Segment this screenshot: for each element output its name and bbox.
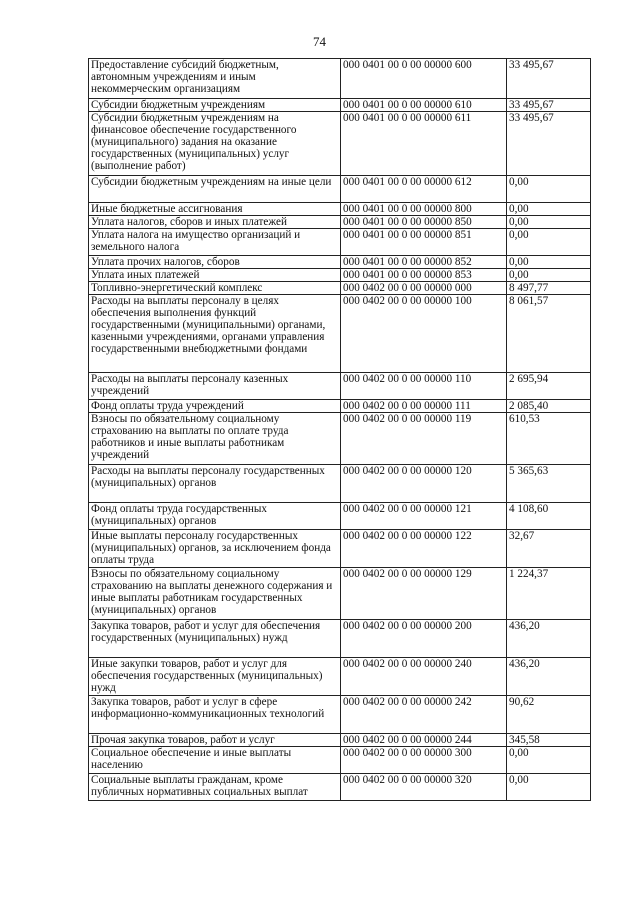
table-row (89, 413, 591, 465)
budget-table (88, 58, 591, 801)
row-amount: 1 224,37 (507, 568, 591, 620)
row-amount: 0,00 (507, 747, 591, 774)
row-name: Уплата прочих налогов, сборов (89, 256, 341, 269)
row-code: 000 0401 00 0 00 00000 850 (341, 216, 507, 229)
table-row (89, 658, 591, 696)
row-name: Уплата налогов, сборов и иных платежей (89, 216, 341, 229)
row-name: Субсидии бюджетным учреждениям на финансовое обеспечение государственного (муниципального) задания на оказание государственных (муниципальных) услуг (выполнение работ) (89, 112, 341, 176)
row-code: 000 0402 00 0 00 00000 100 (341, 295, 507, 373)
row-amount: 0,00 (507, 774, 591, 801)
row-code: 000 0402 00 0 00 00000 320 (341, 774, 507, 801)
row-name: Взносы по обязательному социальному страхованию на выплаты денежного содержания и иные выплаты работникам государственных (муниципальных) органов (89, 568, 341, 620)
row-code: 000 0402 00 0 00 00000 000 (341, 282, 507, 295)
row-code: 000 0401 00 0 00 00000 611 (341, 112, 507, 176)
row-name: Фонд оплаты труда учреждений (89, 400, 341, 413)
row-amount: 2 695,94 (507, 373, 591, 400)
table-row (89, 269, 591, 282)
row-code: 000 0402 00 0 00 00000 110 (341, 373, 507, 400)
table-row (89, 696, 591, 734)
row-name: Фонд оплаты труда государственных (муниципальных) органов (89, 503, 341, 530)
page-number: 74 (313, 34, 326, 49)
row-code: 000 0402 00 0 00 00000 122 (341, 530, 507, 568)
row-amount: 436,20 (507, 658, 591, 696)
row-amount: 5 365,63 (507, 465, 591, 503)
row-name: Закупка товаров, работ и услуг в сфере информационно-коммуникационных технологий (89, 696, 341, 734)
row-name: Расходы на выплаты персоналу казенных учреждений (89, 373, 341, 400)
row-amount: 0,00 (507, 216, 591, 229)
row-code: 000 0401 00 0 00 00000 600 (341, 59, 507, 99)
row-amount: 33 495,67 (507, 112, 591, 176)
table-row (89, 503, 591, 530)
row-code: 000 0402 00 0 00 00000 242 (341, 696, 507, 734)
row-amount: 33 495,67 (507, 59, 591, 99)
row-code: 000 0402 00 0 00 00000 121 (341, 503, 507, 530)
row-name: Расходы на выплаты персоналу государственных (муниципальных) органов (89, 465, 341, 503)
row-code: 000 0402 00 0 00 00000 300 (341, 747, 507, 774)
row-code: 000 0401 00 0 00 00000 853 (341, 269, 507, 282)
row-code: 000 0401 00 0 00 00000 851 (341, 229, 507, 256)
row-name: Взносы по обязательному социальному страхованию на выплаты по оплате труда работников и иные выплаты работникам учреждений (89, 413, 341, 465)
row-amount: 345,58 (507, 734, 591, 747)
row-code: 000 0402 00 0 00 00000 240 (341, 658, 507, 696)
row-code: 000 0401 00 0 00 00000 800 (341, 203, 507, 216)
row-name: Топливно-энергетический комплекс (89, 282, 341, 295)
row-amount: 0,00 (507, 256, 591, 269)
row-amount: 0,00 (507, 203, 591, 216)
table-row (89, 176, 591, 203)
table-row (89, 216, 591, 229)
table-row (89, 229, 591, 256)
row-name: Иные выплаты персоналу государственных (муниципальных) органов, за исключением фонда оплаты труда (89, 530, 341, 568)
row-amount: 0,00 (507, 176, 591, 203)
table-row (89, 295, 591, 373)
table-row (89, 373, 591, 400)
table-row (89, 400, 591, 413)
row-amount: 33 495,67 (507, 99, 591, 112)
table-row (89, 774, 591, 801)
row-code: 000 0401 00 0 00 00000 612 (341, 176, 507, 203)
row-amount: 610,53 (507, 413, 591, 465)
row-amount: 436,20 (507, 620, 591, 658)
table-row (89, 568, 591, 620)
table-row (89, 620, 591, 658)
row-amount: 32,67 (507, 530, 591, 568)
row-amount: 0,00 (507, 229, 591, 256)
row-code: 000 0402 00 0 00 00000 244 (341, 734, 507, 747)
row-name: Субсидии бюджетным учреждениям на иные цели (89, 176, 341, 203)
row-name: Расходы на выплаты персоналу в целях обеспечения выполнения функций государственными (муниципальными) органами, казенными учреждениями, органами управления государственными внебюджетными фондами (89, 295, 341, 373)
table-row (89, 465, 591, 503)
row-code: 000 0402 00 0 00 00000 119 (341, 413, 507, 465)
row-name: Закупка товаров, работ и услуг для обеспечения государственных (муниципальных) нужд (89, 620, 341, 658)
row-name: Иные закупки товаров, работ и услуг для обеспечения государственных (муниципальных) нужд (89, 658, 341, 696)
row-name: Социальные выплаты гражданам, кроме публичных нормативных социальных выплат (89, 774, 341, 801)
row-name: Субсидии бюджетным учреждениям (89, 99, 341, 112)
table-row (89, 59, 591, 99)
row-name: Предоставление субсидий бюджетным, автономным учреждениям и иным некоммерческим организациям (89, 59, 341, 99)
table-row (89, 203, 591, 216)
table-row (89, 282, 591, 295)
row-name: Иные бюджетные ассигнования (89, 203, 341, 216)
row-code: 000 0402 00 0 00 00000 200 (341, 620, 507, 658)
table-row (89, 734, 591, 747)
row-amount: 4 108,60 (507, 503, 591, 530)
row-name: Уплата налога на имущество организаций и земельного налога (89, 229, 341, 256)
row-amount: 0,00 (507, 269, 591, 282)
row-amount: 8 497,77 (507, 282, 591, 295)
row-amount: 8 061,57 (507, 295, 591, 373)
row-amount: 2 085,40 (507, 400, 591, 413)
row-code: 000 0401 00 0 00 00000 610 (341, 99, 507, 112)
row-amount: 90,62 (507, 696, 591, 734)
row-name: Уплата иных платежей (89, 269, 341, 282)
table-row (89, 530, 591, 568)
row-name: Социальное обеспечение и иные выплаты населению (89, 747, 341, 774)
row-code: 000 0402 00 0 00 00000 120 (341, 465, 507, 503)
row-code: 000 0401 00 0 00 00000 852 (341, 256, 507, 269)
table-row (89, 747, 591, 774)
row-code: 000 0402 00 0 00 00000 111 (341, 400, 507, 413)
table-row (89, 99, 591, 112)
table-row (89, 256, 591, 269)
table-row (89, 112, 591, 176)
row-code: 000 0402 00 0 00 00000 129 (341, 568, 507, 620)
row-name: Прочая закупка товаров, работ и услуг (89, 734, 341, 747)
budget-table-body (89, 59, 591, 801)
